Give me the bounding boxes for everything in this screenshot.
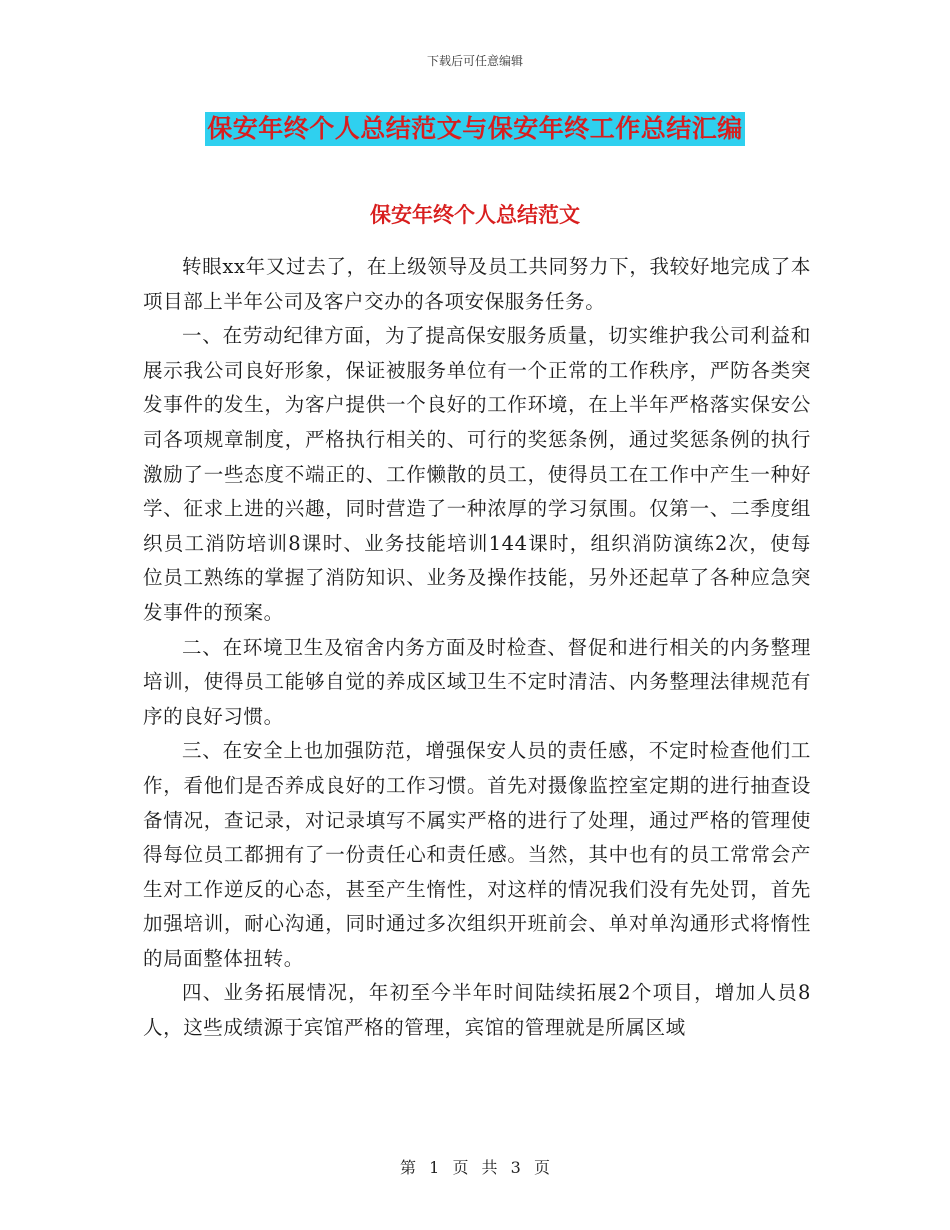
- page-footer: [0, 1155, 950, 1178]
- footer-total-pages: 3: [510, 1158, 521, 1177]
- paragraph-intro: 转眼xx年又过去了，在上级领导及员工共同努力下，我较好地完成了本项目部上半年公司及客户交办的各项安保服务任务。: [143, 255, 811, 313]
- paragraph-hygiene: 二、在环境卫生及宿舍内务方面及时检查、督促和进行相关的内务整理培训，使得员工能够自觉的养成区域卫生不定时清洁、内务整理法律规范有序的良好习惯。: [143, 635, 811, 728]
- header-note: 下载后可任意编辑: [426, 54, 523, 68]
- paragraph-business: 四、业务拓展情况，年初至今半年时间陆续拓展2个项目，增加人员8人，这些成绩源于宾馆严格的管理，宾馆的管理就是所属区域: [143, 981, 811, 1040]
- footer-label-page: 第: [400, 1158, 417, 1177]
- section-title: 保安年终个人总结范文: [370, 203, 580, 227]
- paragraph-safety: 三、在安全上也加强防范，增强保安人员的责任感，不定时检查他们工作，看他们是否养成良好的工作习惯。首先对摄像监控室定期的进行抽查设备情况，查记录，对记录填写不属实严格的进行了处理，通过严格的管理使得每位员工都拥有了一份责任心和责任感。当然，其中也有的员工常常会产生对工作逆反的心态，甚至产生惰性，对这样的情况我们没有先处罚，首先加强培训，耐心沟通，同时通过多次组织开班前会、单对单沟通形式将惰性的局面整体扭转。: [143, 739, 811, 970]
- paragraph-discipline: 一、在劳动纪律方面，为了提高保安服务质量，切实维护我公司利益和展示我公司良好形象，保证被服务单位有一个正常的工作秩序，严防各类突发事件的发生，为客户提供一个良好的工作环境，在上半年严格落实保安公司各项规章制度，严格执行相关的、可行的奖惩条例，通过奖惩条例的执行激励了一些态度不端正的、工作懒散的员工，使得员工在工作中产生一种好学、征求上进的兴趣，同时营造了一种浓厚的学习氛围。仅第一、二季度组织员工消防培训8课时、业务技能培训144课时，组织消防演练2次，使每位员工熟练的掌握了消防知识、业务及操作技能，另外还起草了各种应急突发事件的预案。: [143, 324, 811, 624]
- footer-current-page: 1: [429, 1158, 440, 1177]
- main-title-text: 保安年终个人总结范文与保安年终工作总结汇编: [205, 112, 745, 146]
- footer-label-total: 共: [481, 1158, 498, 1177]
- footer-label-page-unit: 页: [452, 1158, 469, 1177]
- footer-label-total-unit: 页: [533, 1158, 550, 1177]
- main-title: [0, 112, 950, 146]
- document-body: [143, 250, 811, 1046]
